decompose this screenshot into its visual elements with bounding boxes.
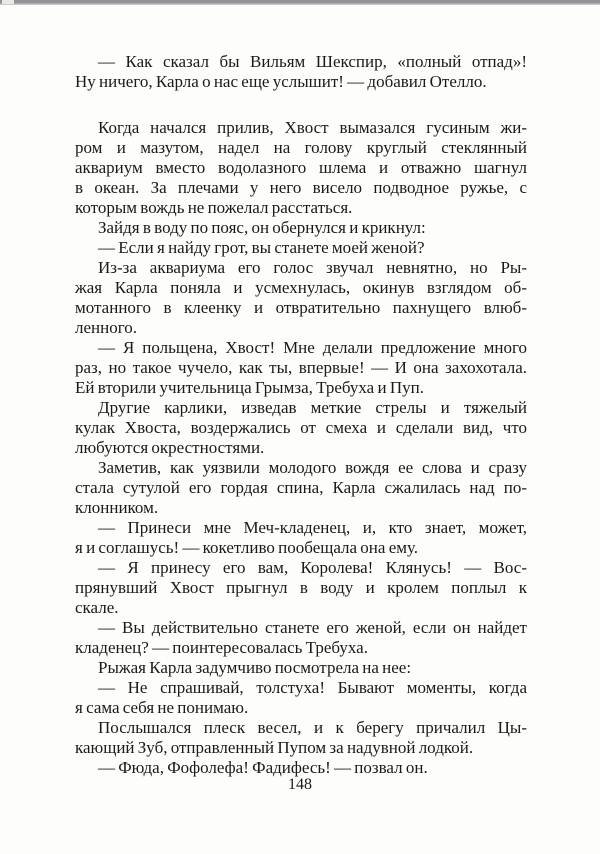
text-line: жая Карла поняла и усмехнулась, окинув взглядом об- — [75, 278, 527, 297]
text-line: аквариум вместо водолазного шлема и отважно шагнул — [75, 158, 527, 177]
paragraph — [75, 238, 527, 258]
text-line: Рыжая Карла задумчиво посмотрела на нее: — [98, 658, 412, 677]
text-line: я сама себя не понимаю. — [75, 698, 249, 717]
text-line: Заметив, как уязвили молодого вождя ее слова и сразу — [98, 458, 527, 477]
text-line: прянувший Хвост прыгнул в воду и кролем поплыл к — [75, 578, 527, 597]
scan-edge-top — [0, 0, 600, 5]
text-line: Другие карлики, изведав меткие стрелы и тяжелый — [98, 398, 527, 417]
text-line: кающий Зуб, отправленный Пупом за надувной лодкой. — [75, 738, 474, 757]
text-line: — Вы действительно станете его женой, если он найдет — [98, 618, 527, 637]
text-line: Когда начался прилив, Хвост вымазался гусиным жи- — [98, 118, 527, 137]
text-line: — Я польщена, Хвост! Мне делали предложение много — [98, 338, 527, 357]
paragraph — [75, 558, 527, 618]
text-line: стала сутулой его гордая спина, Карла сжалилась над по- — [75, 478, 527, 497]
text-line: Ну ничего, Карла о нас еще услышит! — добавил Отелло. — [75, 72, 487, 91]
scan-edge-notch — [2, 0, 14, 4]
text-line: ленного. — [75, 318, 138, 337]
text-line: мотанного в клеенку и отвратительно пахнущего влюб- — [75, 298, 527, 317]
text-line: — Если я найду грот, вы станете моей женой? — [98, 238, 425, 257]
text-line: — Принеси мне Меч-кладенец, и, кто знает, может, — [98, 518, 527, 537]
text-line: клонником. — [75, 498, 159, 517]
paragraph — [75, 618, 527, 658]
text-line: кулак Хвоста, воздержались от смеха и сделали вид, что — [75, 418, 527, 437]
paragraph — [75, 52, 527, 92]
paragraph — [75, 718, 527, 758]
paragraph — [75, 218, 527, 238]
text-line: — Я принесу его вам, Королева! Клянусь! — Вос- — [98, 558, 527, 577]
paragraph — [75, 518, 527, 558]
text-line: в океан. За плечами у него висело подводное ружье, с — [75, 178, 527, 197]
text-line: Ей вторили учительница Грымза, Требуха и Пуп. — [75, 378, 424, 397]
paragraph — [75, 118, 527, 218]
page-number: 148 — [288, 776, 312, 793]
paragraph — [75, 258, 527, 338]
text-line: — Фюда, Фофолефа! Фадифесь! — позвал он. — [98, 758, 428, 777]
text-line: я и соглашусь! — кокетливо пообещала она ему. — [75, 538, 419, 557]
paragraph — [75, 338, 527, 398]
paragraph — [75, 678, 527, 718]
paragraph — [75, 398, 527, 458]
text-line: кладенец? — поинтересовалась Требуха. — [75, 638, 368, 657]
text-line: которым вождь не пожелал расстаться. — [75, 198, 353, 217]
text-line: ром и мазутом, надел на голову круглый стеклянный — [75, 138, 527, 157]
text-line: — Не спрашивай, толстуха! Бывают моменты, когда — [98, 678, 527, 697]
paragraph — [75, 458, 527, 518]
text-line: раз, но такое чучело, как ты, впервые! — И она захохотала. — [75, 358, 527, 377]
text-line: Из-за аквариума его голос звучал невнятно, но Ры- — [98, 258, 527, 277]
text-line: любуются окрестностями. — [75, 438, 265, 457]
text-line: Зайдя в воду по пояс, он обернулся и крикнул: — [98, 218, 426, 237]
text-line: — Как сказал бы Вильям Шекспир, «полный отпад»! — [98, 52, 527, 71]
paragraph — [75, 658, 527, 678]
text-line: скале. — [75, 598, 119, 617]
page-text — [75, 52, 527, 778]
text-line: Послышался плеск весел, и к берегу причалил Цы- — [98, 718, 527, 737]
